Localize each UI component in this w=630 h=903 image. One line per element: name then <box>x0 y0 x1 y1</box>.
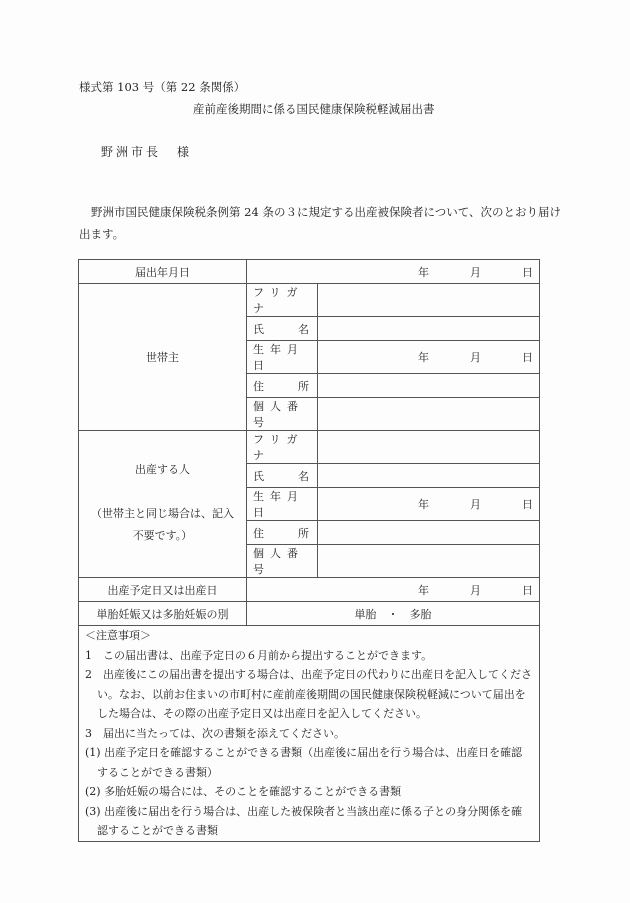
note-item: 1 この届出書は、出産予定日の６月前から提出することができます。 <box>85 648 433 662</box>
birth-person-name-field[interactable] <box>318 464 540 488</box>
birth-person-note: （世帯主と同じ場合は、記入不要です。） <box>91 507 234 542</box>
householder-furigana-label: フリガナ <box>247 284 318 317</box>
birth-person-my-number-label: 個人番号 <box>247 545 318 578</box>
birth-person-my-number-field[interactable] <box>318 545 540 578</box>
note-item: 3 届出に当たっては、次の書類を添えてください。 <box>85 726 345 740</box>
householder-name-field[interactable] <box>318 317 540 341</box>
householder-address-label: 住 所 <box>247 374 318 398</box>
filing-date-field[interactable] <box>247 260 540 284</box>
birth-person-address-label: 住 所 <box>247 521 318 545</box>
month-label: 月 <box>470 265 481 279</box>
note-subitem: (2) 多胎妊娠の場合には、そのことを確認することができる書類 <box>85 785 402 798</box>
birth-person-birthdate-label: 生年月日 <box>247 488 318 521</box>
note-subitem: (1) 出産予定日を確認することができる書類（出産後に届出を行う場合は、出産日を確認することができる書類） <box>85 746 523 779</box>
form-number: 様式第 103 号（第 22 条関係） <box>79 80 246 94</box>
birth-person-name-label: 氏 名 <box>247 464 318 488</box>
note-item: 2 出産後にこの届出書を提出する場合は、出産予定日の代わりに出産日を記入してください。なお、以前お住まいの市町村に産前産後期間の国民健康保険税軽減について届出をした場合は、その際の出産予定日又は出産日を記入してください。 <box>85 668 532 720</box>
day-label: 日 <box>522 265 533 279</box>
birth-person-furigana-field[interactable] <box>318 431 540 464</box>
birth-person-address-field[interactable] <box>318 521 540 545</box>
intro-paragraph: 野洲市国民健康保険税条例第 24 条の３に規定する出産被保険者について、次のとおり届け出ます。 <box>79 205 561 241</box>
due-date-label: 出産予定日又は出産日 <box>79 578 247 602</box>
notes-heading: ＜注意事項＞ <box>85 629 151 642</box>
addressee-name: 野洲市長 <box>101 145 162 159</box>
filing-date-label: 届出年月日 <box>79 260 247 284</box>
addressee <box>101 143 192 160</box>
householder-furigana-field[interactable] <box>318 284 540 317</box>
householder-my-number-label: 個人番号 <box>247 398 318 431</box>
householder-name-label: 氏 名 <box>247 317 318 341</box>
householder-birthdate-label: 生年月日 <box>247 341 318 374</box>
notes-section <box>79 626 540 842</box>
birth-person-label: 出産する人 <box>135 463 190 476</box>
document-title: 産前産後期間に係る国民健康保険税軽減届出書 <box>193 102 435 116</box>
birth-person-furigana-label: フリガナ <box>247 431 318 464</box>
householder-birthdate-field[interactable]: 年 月 日 <box>318 341 540 374</box>
householder-address-field[interactable] <box>318 374 540 398</box>
pregnancy-type-label: 単胎妊娠又は多胎妊娠の別 <box>79 602 247 626</box>
pregnancy-type-options[interactable]: 単胎 ・ 多胎 <box>247 602 540 626</box>
filing-date-row <box>79 260 540 284</box>
householder-label: 世帯主 <box>79 284 247 431</box>
application-form-table <box>78 259 540 842</box>
birth-person-cell <box>79 431 247 578</box>
householder-my-number-field[interactable] <box>318 398 540 431</box>
note-subitem: (3) 出産後に届出を行う場合は、出産した被保険者と当該出産に係る子との身分関係を確認することができる書類 <box>85 804 523 837</box>
year-label: 年 <box>418 265 429 279</box>
birth-person-birthdate-field[interactable]: 年 月 日 <box>318 488 540 521</box>
honorific: 様 <box>177 145 193 159</box>
due-date-field[interactable]: 年 月 日 <box>247 578 540 602</box>
